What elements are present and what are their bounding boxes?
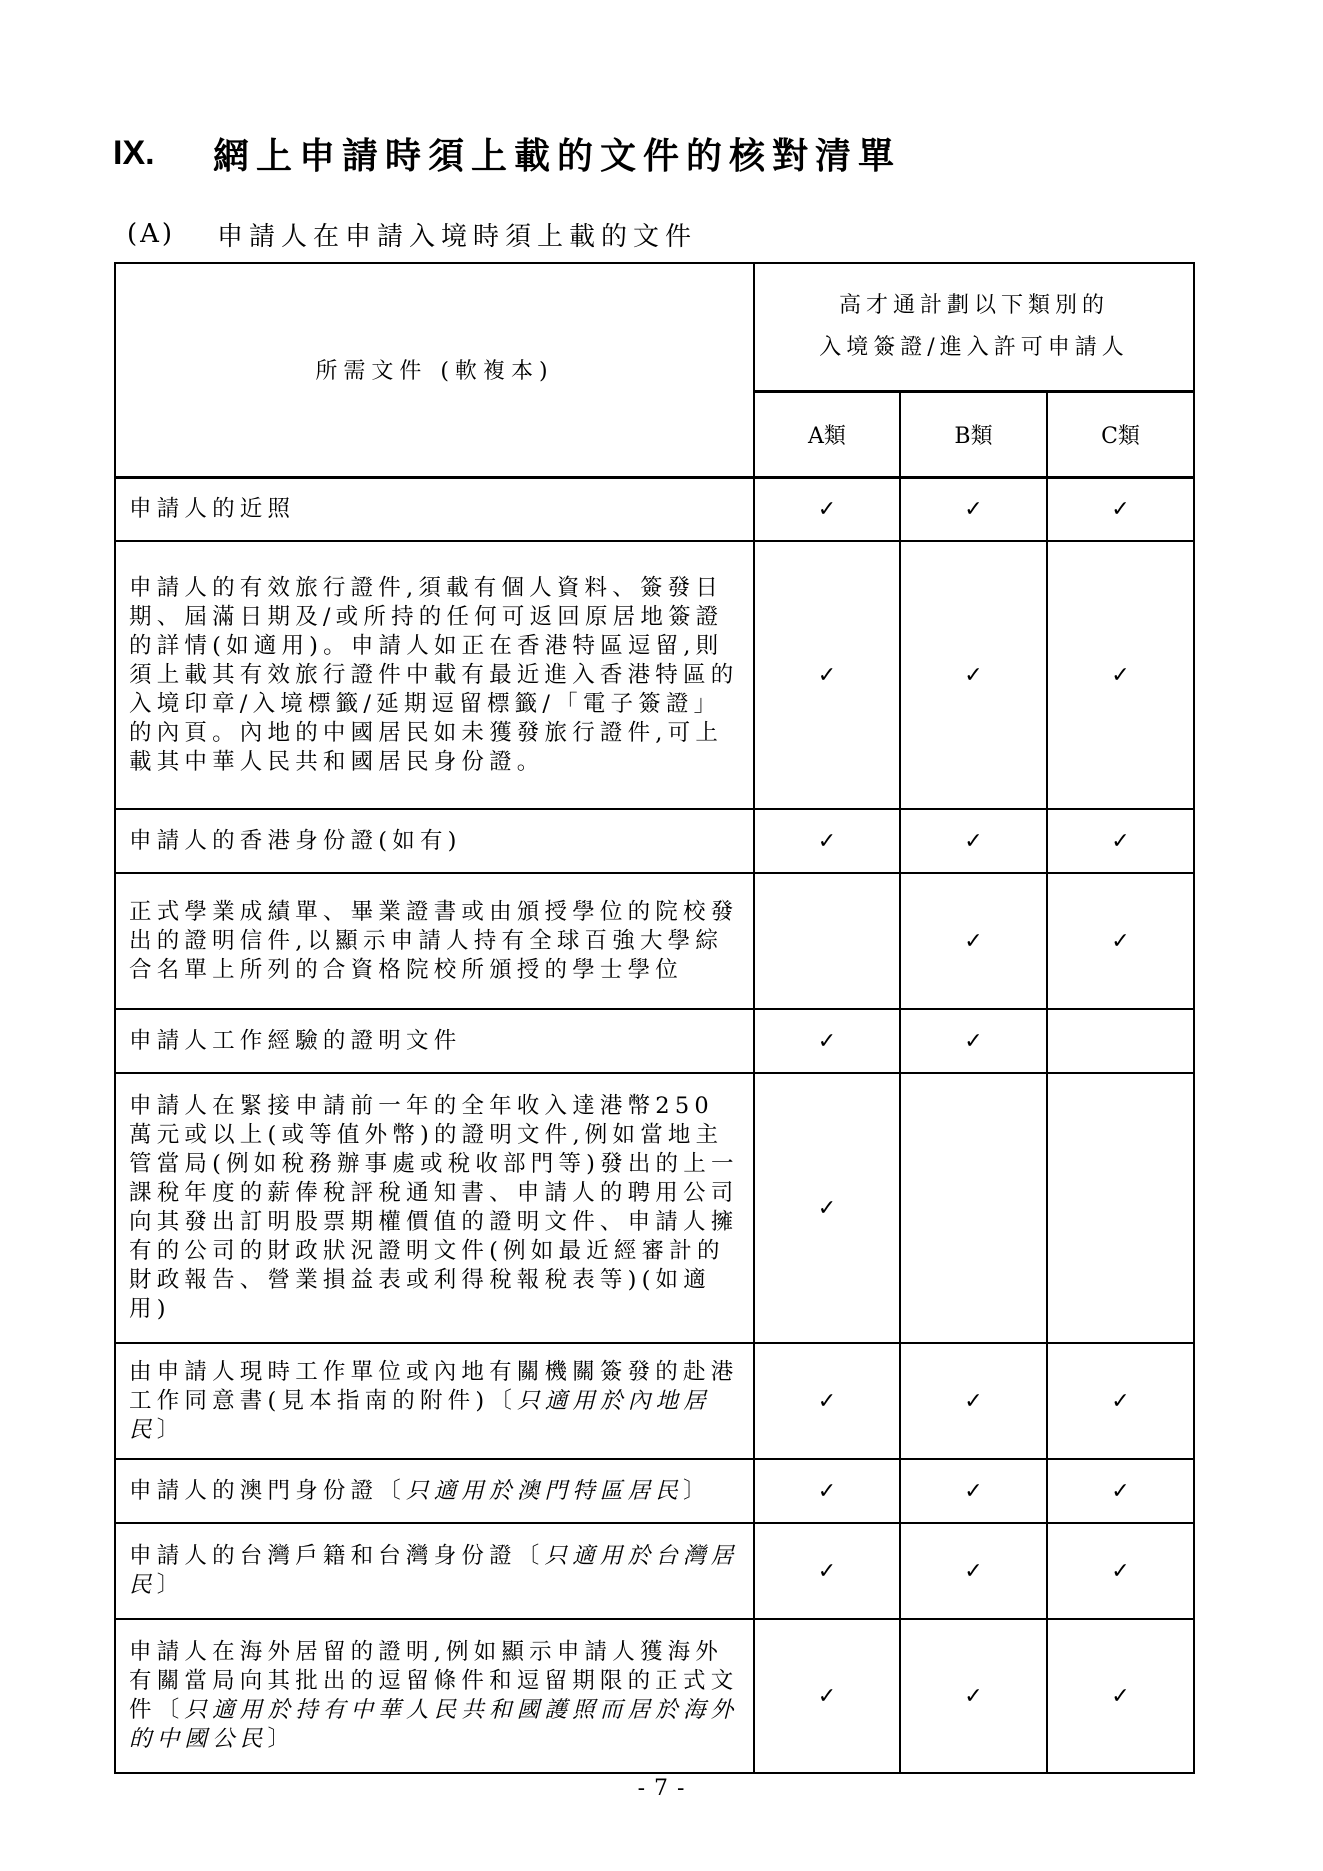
applicability-note: 只適用於持有中華人民共和國護照而居於海外的中國公民: [129, 1697, 739, 1752]
category-c-cell: [1047, 1619, 1194, 1773]
category-c-cell: [1047, 1523, 1194, 1619]
checkmark-icon: ✓: [1111, 1478, 1130, 1504]
applicability-note: 只適用於台灣居民: [129, 1543, 739, 1598]
category-b-cell: [900, 1619, 1047, 1773]
header-category-line2: 入境簽證/進入許可申請人: [819, 334, 1129, 360]
document-description: 由申請人現時工作單位或內地有關機關簽發的赴港工作同意書(見本指南的附件)〔: [129, 1358, 739, 1414]
category-b-cell: [900, 477, 1047, 541]
table-body: [115, 477, 1194, 1773]
document-description: 申請人工作經驗的證明文件: [129, 1027, 462, 1054]
checkmark-icon: ✓: [1111, 662, 1130, 688]
section-title: 網上申請時須上載的文件的核對清單: [213, 135, 902, 177]
category-c-cell: [1047, 1343, 1194, 1459]
checkmark-icon: ✓: [817, 1558, 837, 1584]
table-header-row: [115, 263, 1194, 391]
header-required-documents: 所需文件 (軟複本): [115, 263, 754, 477]
document-checklist-table: [114, 262, 1195, 1774]
document-description: 申請人的香港身份證(如有): [129, 827, 462, 854]
document-description: 申請人的台灣戶籍和台灣身份證〔: [129, 1543, 545, 1569]
checkmark-icon: ✓: [964, 1558, 983, 1584]
document-description: 申請人的有效旅行證件,須載有個人資料、簽發日期、屆滿日期及/或所持的任何可返回原居地簽證的詳情(如適用)。申請人如正在香港特區逗留,則須上載其有效旅行證件中載有最近進入香港特區的入境印章/入境標籤/延期逗留標籤/「電子簽證」的內頁。內地的中國居民如未獲發旅行證件,可上載其中華人民共和國居民身份證。: [129, 574, 739, 775]
category-b-cell: [900, 873, 1047, 1009]
required-document-cell: [115, 541, 754, 809]
header-category-b: B類: [900, 391, 1047, 477]
document-description: 正式學業成績單、畢業證書或由頒授學位的院校發出的證明信件,以顯示申請人持有全球百強大學綜合名單上所列的合資格院校所頒授的學士學位: [129, 898, 739, 983]
required-document-cell: [115, 1009, 754, 1073]
required-document-cell: [115, 1073, 754, 1343]
checkmark-icon: ✓: [964, 1388, 983, 1414]
category-c-cell: [1047, 477, 1194, 541]
table-row: [115, 1459, 1194, 1523]
table-row: [115, 1073, 1194, 1343]
category-b-cell: [900, 1459, 1047, 1523]
subsection-label: (A): [127, 219, 176, 249]
checkmark-icon: ✓: [817, 1478, 837, 1504]
category-c-cell: [1047, 1459, 1194, 1523]
checkmark-icon: ✓: [1111, 496, 1130, 522]
checkmark-icon: ✓: [964, 496, 983, 522]
category-b-cell: [900, 809, 1047, 873]
checkmark-icon: ✓: [817, 828, 837, 854]
required-document-cell: [115, 477, 754, 541]
checkmark-icon: ✓: [964, 928, 983, 954]
checkmark-icon: ✓: [817, 496, 837, 522]
checkmark-icon: ✓: [964, 1028, 983, 1054]
applicability-note: 只適用於澳門特區居民: [406, 1477, 684, 1504]
document-description: 申請人在緊接申請前一年的全年收入達港幣250萬元或以上(或等值外幣)的證明文件,例如當地主管當局(例如稅務辦事處或稅收部門等)發出的上一課稅年度的薪俸稅評稅通知書、申請人的聘用公司向其發出訂明股票期權價值的證明文件、申請人擁有的公司的財政狀況證明文件(例如最近經審計的財政報告、營業損益表或利得稅報稅表等)(如適用): [129, 1093, 739, 1322]
category-b-cell: [900, 1523, 1047, 1619]
checkmark-icon: ✓: [964, 1683, 983, 1709]
note-closing-bracket: 〕: [683, 1477, 711, 1504]
subsection-heading: [127, 214, 697, 254]
checkmark-icon: ✓: [817, 1388, 837, 1414]
table-row: [115, 1619, 1194, 1773]
category-c-cell: [1047, 1009, 1194, 1073]
checkmark-icon: ✓: [964, 828, 983, 854]
required-document-cell: [115, 809, 754, 873]
note-closing-bracket: 〕: [267, 1726, 296, 1752]
checkmark-icon: ✓: [964, 662, 983, 688]
table-row: [115, 541, 1194, 809]
applicability-note: 只適用於內地居民: [129, 1387, 711, 1443]
category-b-cell: [900, 1073, 1047, 1343]
checkmark-icon: ✓: [817, 1195, 837, 1221]
category-a-cell: [754, 1459, 900, 1523]
note-closing-bracket: 〕: [156, 1572, 185, 1598]
category-a-cell: [754, 541, 900, 809]
checkmark-icon: ✓: [1111, 1558, 1130, 1584]
category-a-cell: [754, 809, 900, 873]
category-a-cell: [754, 1073, 900, 1343]
section-number: IX.: [113, 133, 155, 172]
category-a-cell: [754, 1523, 900, 1619]
checkmark-icon: ✓: [817, 662, 837, 688]
page-number: - 7 -: [637, 1776, 686, 1801]
document-description: 申請人的近照: [129, 495, 296, 522]
header-category-line1: 高才通計劃以下類別的: [839, 292, 1110, 318]
document-description: 申請人在海外居留的證明,例如顯示申請人獲海外有關當局向其批出的逗留條件和逗留期限的正式文件〔: [129, 1639, 739, 1723]
category-b-cell: [900, 1343, 1047, 1459]
required-document-cell: [115, 1343, 754, 1459]
section-heading: [113, 126, 901, 180]
checkmark-icon: ✓: [1111, 928, 1130, 954]
table-row: [115, 1343, 1194, 1459]
header-category-a: A類: [754, 391, 900, 477]
category-c-cell: [1047, 873, 1194, 1009]
category-b-cell: [900, 1009, 1047, 1073]
header-applicant-category: [754, 263, 1194, 391]
category-b-cell: [900, 541, 1047, 809]
subsection-title: 申請人在申請入境時須上載的文件: [217, 221, 698, 252]
required-document-cell: [115, 873, 754, 1009]
checkmark-icon: ✓: [1111, 1683, 1130, 1709]
checkmark-icon: ✓: [1111, 828, 1130, 854]
category-a-cell: [754, 1619, 900, 1773]
category-a-cell: [754, 873, 900, 1009]
table-row: [115, 477, 1194, 541]
checkmark-icon: ✓: [1111, 1388, 1130, 1414]
table-row: [115, 809, 1194, 873]
table-row: [115, 1523, 1194, 1619]
category-a-cell: [754, 1343, 900, 1459]
header-category-c: C類: [1047, 391, 1194, 477]
checkmark-icon: ✓: [817, 1028, 837, 1054]
document-description: 申請人的澳門身份證〔: [129, 1477, 407, 1504]
category-c-cell: [1047, 541, 1194, 809]
required-document-cell: [115, 1619, 754, 1773]
required-document-cell: [115, 1459, 754, 1523]
category-a-cell: [754, 477, 900, 541]
checkmark-icon: ✓: [817, 1683, 837, 1709]
required-document-cell: [115, 1523, 754, 1619]
category-c-cell: [1047, 1073, 1194, 1343]
note-closing-bracket: 〕: [156, 1416, 185, 1443]
table-row: [115, 873, 1194, 1009]
category-c-cell: [1047, 809, 1194, 873]
category-a-cell: [754, 1009, 900, 1073]
table-row: [115, 1009, 1194, 1073]
checkmark-icon: ✓: [964, 1478, 983, 1504]
